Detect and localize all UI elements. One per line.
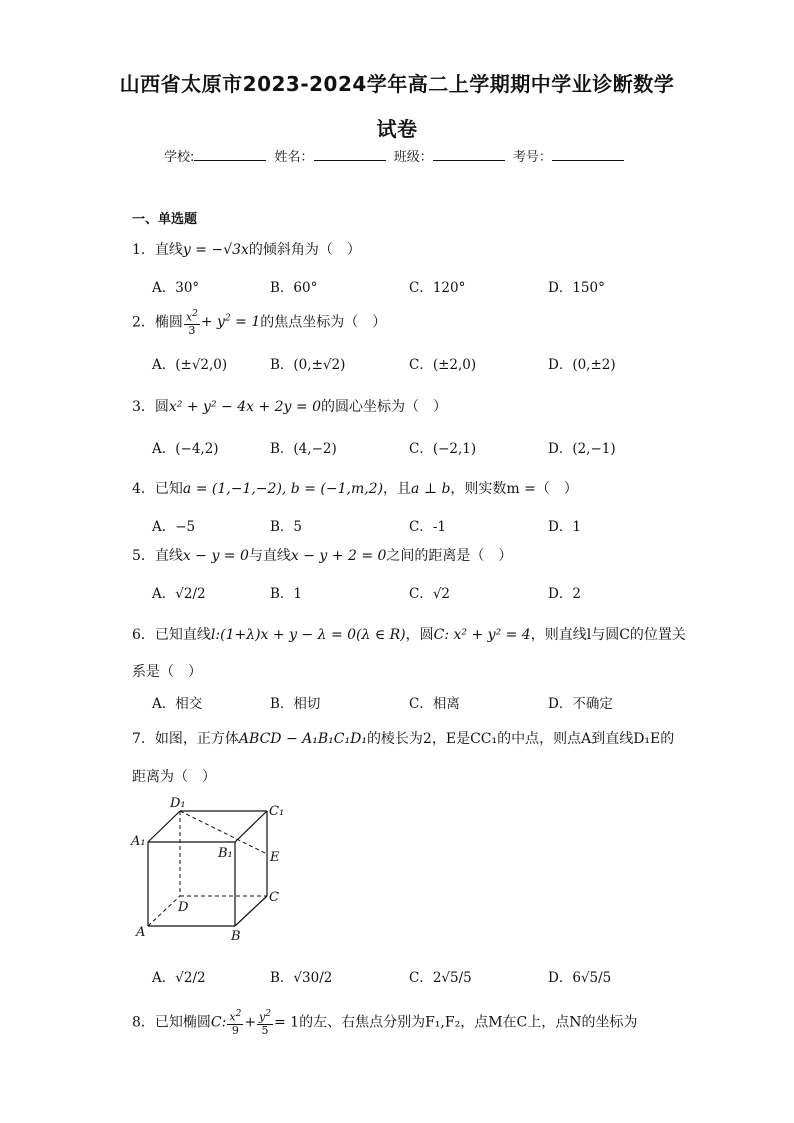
q7-stem: 7．如图，正方体 (132, 731, 239, 747)
title-line-2: 试卷 (376, 117, 418, 141)
q8-fraction-x: $\frac{x^2}{9}$ (229, 1009, 242, 1037)
q4-perp: a ⊥ b (411, 481, 451, 497)
q2-option-d[interactable]: D．(0,±2) (548, 357, 616, 373)
q5-expr-2: x − y + 2 = 0 (290, 548, 387, 564)
q4-expr: a = (1,−1,−2), b = (−1,m,2) (182, 481, 384, 497)
q8-fraction-y: $\frac{y^2}{5}$ (259, 1009, 271, 1037)
label-b1: B₁ (218, 846, 233, 861)
q5-mid: 与直线 (248, 548, 291, 564)
question-8: 8．已知椭圆C: $\frac{x^2}{9}$ + $\frac{y^2}{5}$ = 1的左、右焦点分别为F₁,F₂，点M在C上，点N的坐标为 (132, 1009, 638, 1037)
question-7 (132, 728, 674, 748)
label-c: C (269, 890, 279, 905)
q4-tail: ，则实数m =（ ） (450, 481, 578, 497)
q3-option-c[interactable]: C．(−2,1) (409, 441, 477, 457)
q6-option-a[interactable]: A．相交 (152, 696, 203, 712)
q2-option-b[interactable]: B．(0,±√2) (270, 357, 346, 373)
question-7-line-2: 距离为（ ） (132, 769, 216, 785)
q1-option-d[interactable]: D．150° (548, 280, 605, 296)
q7-options (152, 966, 752, 996)
q3-tail: 的圆心坐标为（ ） (321, 399, 448, 415)
q3-stem: 3．圆 (132, 399, 169, 415)
q2-stem: 2．椭圆 (132, 314, 183, 331)
label-d: D (178, 900, 189, 915)
question-2: 2．椭圆 $\frac{x^2}{3}$ + $y^2 = 1$的焦点坐标为（ ） (132, 309, 387, 337)
question-3 (132, 396, 447, 416)
q8-stem: 8．已知椭圆 (132, 1014, 211, 1031)
q7-option-d[interactable]: D．6√5/5 (548, 970, 612, 986)
q6-option-b[interactable]: B．相切 (270, 696, 321, 712)
q6-stem: 6．已知直线 (132, 627, 211, 643)
section-title: 一、单选题 (132, 212, 198, 227)
student-info (164, 146, 628, 165)
q4-options (152, 515, 752, 545)
q1-option-a[interactable]: A．30° (152, 280, 200, 296)
q5-expr-1: x − y = 0 (182, 548, 249, 564)
q1-option-b[interactable]: B．60° (270, 280, 318, 296)
q3-option-b[interactable]: B．(4,−2) (270, 441, 337, 457)
q4-option-c[interactable]: C．-1 (409, 519, 446, 535)
q4-option-a[interactable]: A．−5 (152, 519, 196, 535)
cube-figure (128, 795, 298, 949)
question-6 (132, 624, 686, 644)
q2-tail: 的焦点坐标为（ ） (260, 314, 387, 331)
q4-option-d[interactable]: D．1 (548, 519, 581, 535)
q6-option-c[interactable]: C．相离 (409, 696, 460, 712)
q7-option-c[interactable]: C．2√5/5 (409, 970, 472, 986)
q2-options (152, 353, 752, 383)
q7-expr: ABCD − A₁B₁C₁D₁ (238, 731, 367, 747)
q5-tail: 之间的距离是（ ） (386, 548, 513, 564)
label-d1: D₁ (170, 796, 186, 811)
q6-expr-2: C: x² + y² = 4 (433, 627, 531, 643)
q2-fraction: $\frac{x^2}{3}$ (185, 309, 198, 337)
q3-option-d[interactable]: D．(2,−1) (548, 441, 616, 457)
question-1 (132, 239, 361, 259)
name-label: 姓名： (274, 150, 314, 165)
title-line-1: 山西省太原市2023-2024学年高二上学期期中学业诊断数学 (119, 72, 675, 96)
q5-option-d[interactable]: D．2 (548, 586, 581, 602)
q6-options (152, 692, 752, 722)
q5-option-a[interactable]: A．√2/2 (152, 586, 206, 602)
q6-option-d[interactable]: D．不确定 (548, 696, 613, 712)
label-e: E (270, 850, 280, 865)
school-label: 学校: (164, 150, 195, 165)
q1-expr: y = −√3x (182, 242, 249, 258)
q6-tail: ，则直线l与圆C的位置关 (530, 627, 686, 643)
label-c1: C₁ (269, 804, 285, 819)
id-blank[interactable] (552, 148, 624, 161)
q4-stem: 4．已知 (132, 481, 183, 497)
q2-option-c[interactable]: C．(±2,0) (409, 357, 477, 373)
q4-mid: ，且 (383, 481, 412, 497)
q5-options (152, 582, 752, 612)
label-a1: A₁ (131, 834, 146, 849)
label-a: A (136, 925, 146, 940)
q5-option-c[interactable]: C．√2 (409, 586, 451, 602)
class-blank[interactable] (433, 148, 505, 161)
q4-option-b[interactable]: B．5 (270, 519, 303, 535)
q8-tail: 的左、右焦点分别为F₁,F₂，点M在C上，点N的坐标为 (299, 1014, 638, 1031)
question-5 (132, 545, 512, 565)
q1-tail: 的倾斜角为（ ） (248, 242, 361, 258)
question-6-line-2: 系是（ ） (132, 664, 202, 680)
q3-expr: x² + y² − 4x + 2y = 0 (168, 399, 322, 415)
q1-options (152, 276, 752, 306)
cube-diagram (128, 795, 298, 945)
q7-option-b[interactable]: B．√30/2 (270, 970, 333, 986)
class-label: 班级： (393, 150, 433, 165)
q5-stem: 5．直线 (132, 548, 183, 564)
name-blank[interactable] (314, 148, 386, 161)
id-label: 考号： (512, 150, 552, 165)
q3-options (152, 437, 752, 467)
q5-option-b[interactable]: B．1 (270, 586, 303, 602)
q6-mid: ，圆 (405, 627, 434, 643)
q1-option-c[interactable]: C．120° (409, 280, 466, 296)
q2-option-a[interactable]: A．(±√2,0) (152, 357, 228, 373)
q7-tail: 的棱长为2，E是CC₁的中点，则点A到直线D₁E的 (366, 731, 675, 747)
q6-expr-1: l:(1+λ)x + y − λ = 0(λ ∈ R) (210, 627, 406, 643)
q3-option-a[interactable]: A．(−4,2) (152, 441, 219, 457)
label-b: B (231, 929, 241, 944)
q7-option-a[interactable]: A．√2/2 (152, 970, 206, 986)
school-blank[interactable] (194, 148, 266, 161)
q1-stem: 1．直线 (132, 242, 183, 258)
question-4 (132, 478, 578, 498)
